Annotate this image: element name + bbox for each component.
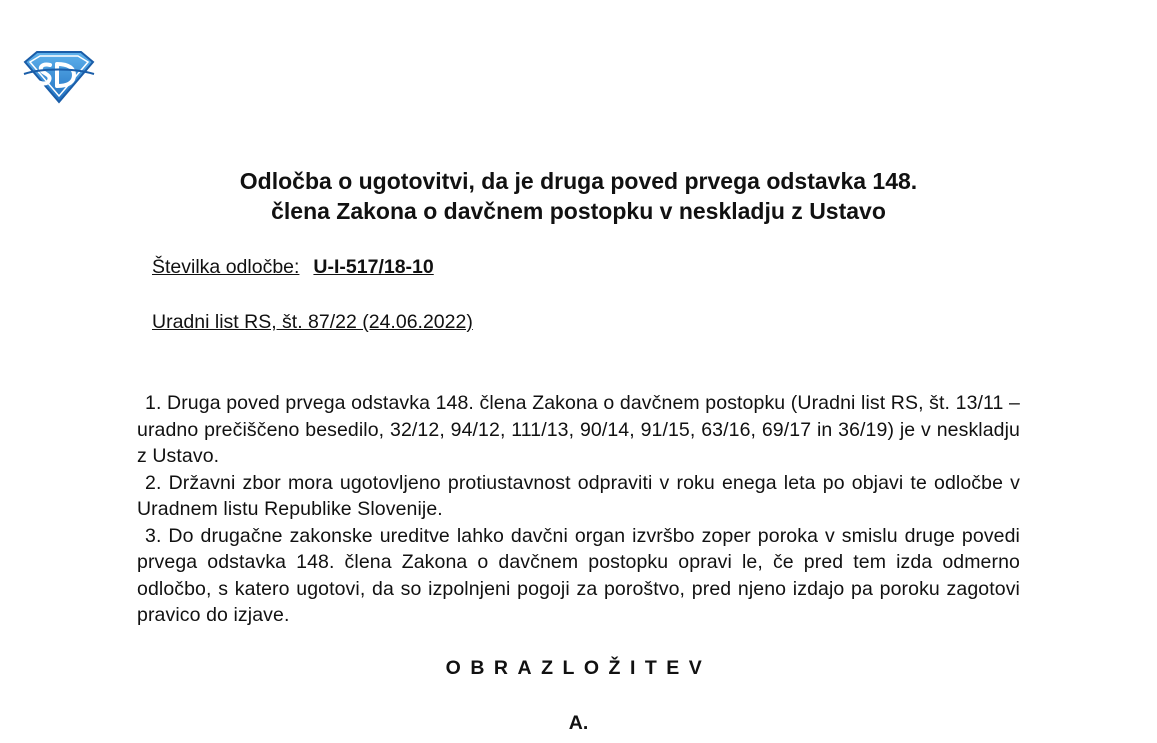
sub-heading: A. bbox=[568, 712, 589, 734]
title-line-2: člena Zakona o davčnem postopku v neskladju z Ustavo bbox=[271, 198, 886, 224]
title-line-1: Odločba o ugotovitvi, da je druga poved prvega odstavka 148. bbox=[239, 168, 918, 194]
sd-logo-icon bbox=[22, 48, 96, 104]
gazette-reference: Uradni list RS, št. 87/22 (24.06.2022) bbox=[152, 311, 473, 333]
document-title bbox=[0, 166, 1157, 226]
operative-part bbox=[137, 390, 1020, 629]
paragraph-3: 3. Do drugačne zakonske ureditve lahko davčni organ izvršbo zoper poroka v smislu druge povedi prvega odstavka 148. člena Zakona o davčnem postopku opravi le, če pred tem izda odmerno odločbo, s katero ugotovi, da so izpolnjeni pogoji za poroštvo, pred njeno izdajo pa poroku zagotovi pravico do izjave. bbox=[137, 524, 1020, 626]
decision-number-value: U-I-517/18-10 bbox=[313, 256, 434, 278]
paragraph-1: 1. Druga poved prvega odstavka 148. člena Zakona o davčnem postopku (Uradni list RS, št. 13/11 – uradno prečiščeno besedilo, 32/12, 94/12, 111/13, 90/14, 91/15, 63/16, 69/17 in 36/19) je v neskladju z Ustavo. bbox=[137, 392, 1020, 467]
section-heading: OBRAZLOŽITEV bbox=[445, 657, 712, 679]
paragraph-2: 2. Državni zbor mora ugotovljeno protiustavnost odpraviti v roku enega leta po objavi te odločbe v Uradnem listu Republike Slovenije. bbox=[137, 471, 1020, 520]
decision-number bbox=[152, 256, 434, 279]
decision-number-label: Številka odločbe: bbox=[152, 256, 300, 278]
